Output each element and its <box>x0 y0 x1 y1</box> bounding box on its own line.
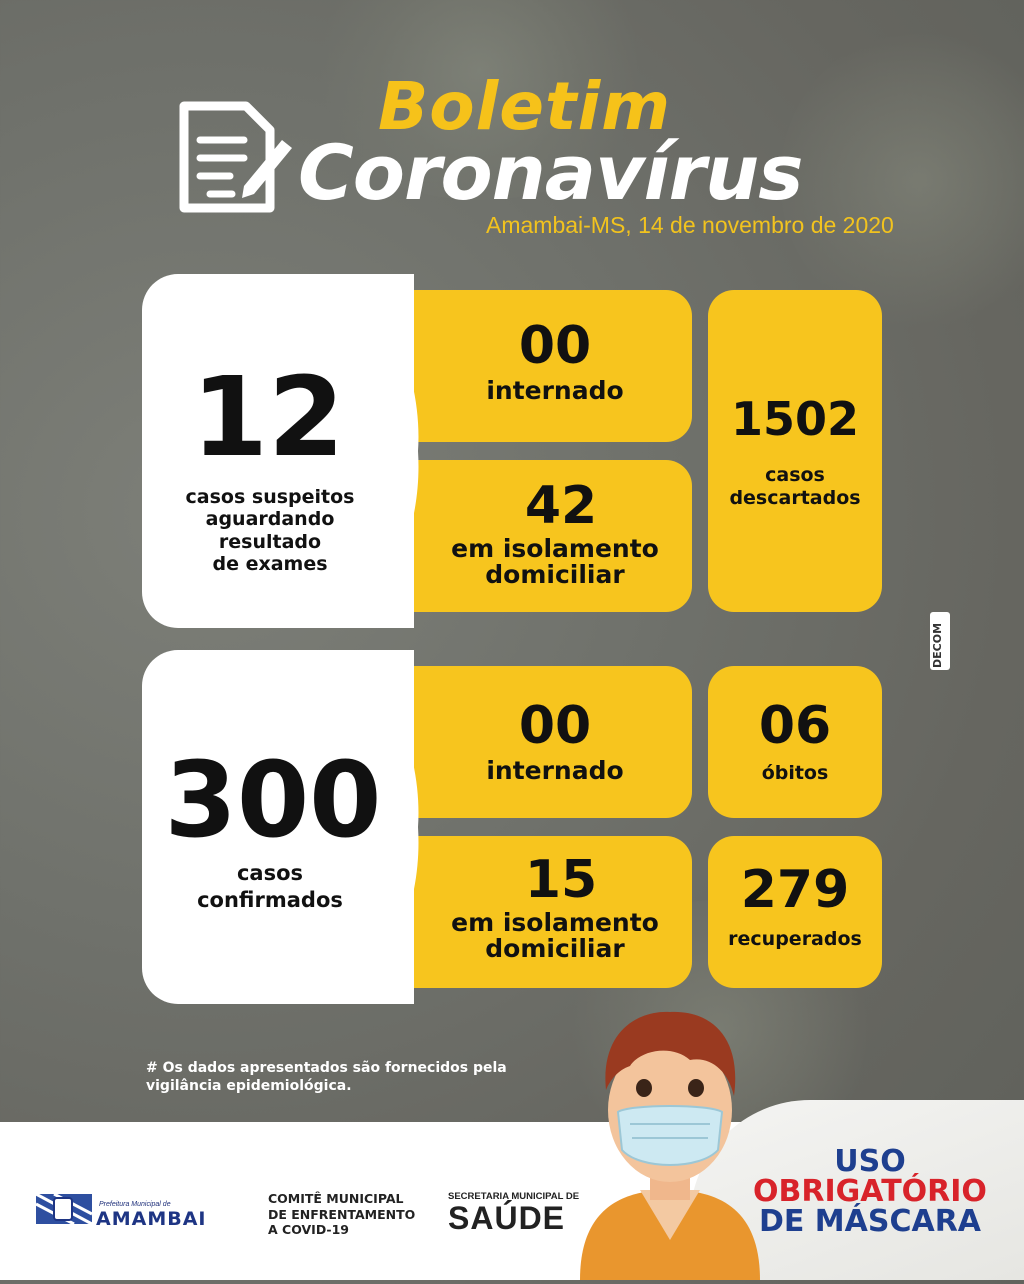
date-subtitle: Amambai-MS, 14 de novembro de 2020 <box>486 212 894 238</box>
suspects-isolation-value: 42 <box>524 476 598 536</box>
deaths-value: 06 <box>758 696 832 756</box>
discarded-value: 1502 <box>730 392 860 446</box>
deaths-card <box>708 666 882 818</box>
masked-person-illustration <box>560 1000 780 1284</box>
confirmed-isolation-label: em isolamento domiciliar <box>451 908 659 964</box>
confirmed-count: 300 <box>164 739 382 861</box>
suspects-label: casos suspeitos aguardando resultado de exames <box>185 486 355 576</box>
title-coronavirus: Coronavírus <box>298 128 803 217</box>
mask-line-mascara: DE MÁSCARA <box>758 1204 982 1239</box>
secretaria-small-label: SECRETARIA MUNICIPAL DE <box>448 1191 580 1202</box>
confirmed-label: casos confirmados <box>197 861 343 913</box>
mask-line-uso: USO <box>834 1144 906 1179</box>
confirmed-hospitalized-label: internado <box>486 756 624 785</box>
mask-line-obrigatorio: OBRIGATÓRIO <box>753 1174 987 1209</box>
confirmed-isolation-value: 15 <box>524 850 598 910</box>
amambai-logo-text: AMAMBAI <box>96 1208 207 1230</box>
title-boletim: Boletim <box>378 68 671 145</box>
deaths-label: óbitos <box>761 762 829 784</box>
discarded-label: casos descartados <box>729 464 861 509</box>
amambai-crest-icon <box>36 1190 94 1234</box>
suspects-hospitalized-label: internado <box>486 376 624 405</box>
background-virus <box>780 30 1024 330</box>
confirmed-hospitalized-value: 00 <box>518 696 592 756</box>
saude-label: SAÚDE <box>448 1200 566 1236</box>
suspects-count: 12 <box>191 353 345 481</box>
data-source-note: # Os dados apresentados são fornecidos pela vigilância epidemiológica. <box>146 1060 507 1095</box>
recovered-value: 279 <box>740 860 850 920</box>
prefeitura-small-label: Prefeitura Municipal de <box>99 1201 171 1208</box>
decom-tag: DECOM <box>930 612 950 670</box>
comite-label: COMITÊ MUNICIPAL DE ENFRENTAMENTO A COVID-19 <box>268 1191 416 1238</box>
discarded-card <box>708 290 882 612</box>
document-pen-icon <box>170 100 296 220</box>
suspects-main-card <box>142 274 414 628</box>
recovered-label: recuperados <box>728 928 862 950</box>
confirmed-main-card <box>142 650 414 1004</box>
recovered-card <box>708 836 882 988</box>
suspects-isolation-label: em isolamento domiciliar <box>451 534 659 590</box>
suspects-hospitalized-value: 00 <box>518 316 592 376</box>
